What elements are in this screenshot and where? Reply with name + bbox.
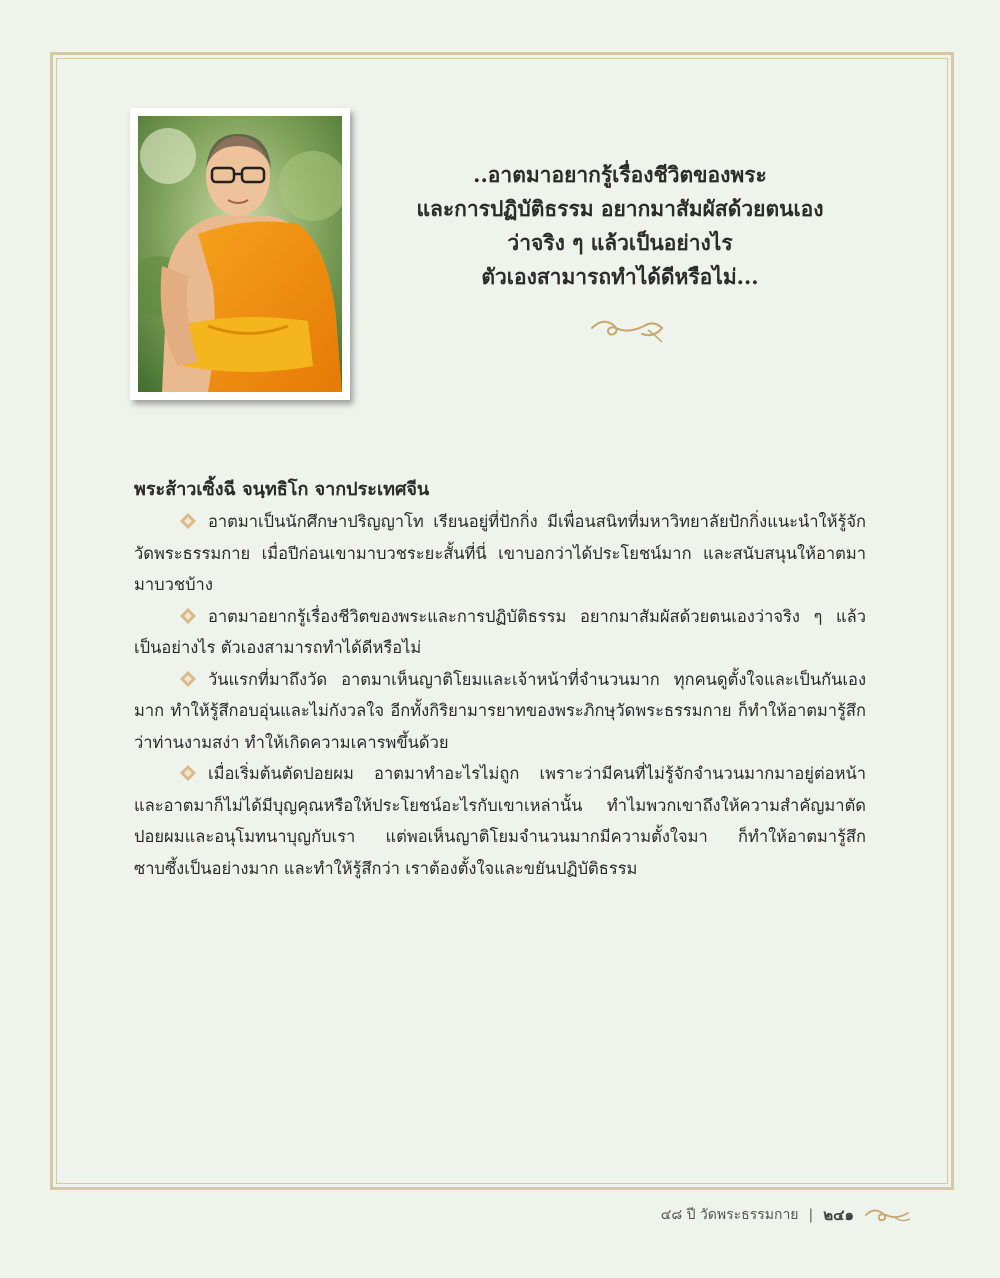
- article-heading: พระส้าวเซิ้งฉี จนฺทธิโก จากประเทศจีน: [134, 479, 430, 500]
- monk-portrait-image: [138, 116, 342, 392]
- article-body: [134, 474, 866, 884]
- quote-line: ตัวเองสามารถทำได้ดีหรือไม่...: [481, 264, 759, 289]
- quote-line: ..อาตมาอยากรู้เรื่องชีวิตของพระ: [473, 162, 767, 187]
- footer-separator: |: [808, 1207, 814, 1223]
- page-number: ๒๔๑: [823, 1206, 854, 1224]
- quote-line: ว่าจริง ๆ แล้วเป็นอย่างไร: [507, 230, 733, 255]
- quote-line: และการปฏิบัติธรรม อยากมาสัมผัสด้วยตนเอง: [416, 196, 824, 221]
- paragraph-text: เมื่อเริ่มต้นตัดปอยผม อาตมาทำอะไรไม่ถูก เพราะว่ามีคนที่ไม่รู้จักจำนวนมากมาอยู่ต่อหน้า และอาตมาก็ไม่ได้มีบุญคุณหรือให้ประโยชน์อะไรกับเขาเหล่านั้น ทำไมพวกเขาถึงให้ความสำคัญมาตัดปอยผมและอนุโมทนาบุญกับเรา แต่พอเห็นญาติโยมจำนวนมากมีความตั้งใจมา ก็ทำให้อาตมารู้สึกซาบซึ้งเป็นอย่างมาก และทำให้รู้สึกว่า เราต้องตั้งใจและขยันปฏิบัติธรรม: [134, 764, 866, 878]
- diamond-bullet-icon: [180, 608, 196, 624]
- paragraph-text: วันแรกที่มาถึงวัด อาตมาเห็นญาติโยมและเจ้าหน้าที่จำนวนมาก ทุกคนดูตั้งใจและเป็นกันเองมาก ทำให้รู้สึกอบอุ่นและไม่กังวลใจ อีกทั้งกิริยามารยาทของพระภิกษุวัดพระธรรมกาย ก็ทำให้อาตมารู้สึกว่าท่านงามสง่า ทำให้เกิดความเคารพขึ้นด้วย: [134, 669, 866, 752]
- footer-flourish-icon: [864, 1203, 912, 1227]
- flourish-ornament-icon: [588, 310, 666, 346]
- paragraph-text: อาตมาเป็นนักศึกษาปริญญาโท เรียนอยู่ที่ปักกิ่ง มีเพื่อนสนิทที่มหาวิทยาลัยปักกิ่งแนะนำให้รู้จักวัดพระธรรมกาย เมื่อปีก่อนเขามาบวชระยะสั้นที่นี่ เขาบอกว่าได้ประโยชน์มาก และสนับสนุนให้อาตมามาบวชบ้าง: [134, 512, 866, 594]
- diamond-bullet-icon: [180, 765, 196, 781]
- monk-photo: [130, 108, 350, 400]
- page-footer: [661, 1203, 912, 1227]
- pull-quote: [400, 158, 840, 294]
- article-paragraph: [134, 506, 866, 601]
- diamond-bullet-icon: [180, 513, 196, 529]
- article-paragraph: [134, 758, 866, 884]
- paragraph-text: อาตมาอยากรู้เรื่องชีวิตของพระและการปฏิบัติธรรม อยากมาสัมผัสด้วยตนเองว่าจริง ๆ แล้วเป็นอย่างไร ตัวเองสามารถทำได้ดีหรือไม่: [134, 606, 866, 657]
- footer-book-title: ๔๘ ปี วัดพระธรรมกาย: [660, 1207, 799, 1223]
- article-paragraph: [134, 601, 866, 664]
- article-paragraph: [134, 664, 866, 759]
- diamond-bullet-icon: [180, 671, 196, 687]
